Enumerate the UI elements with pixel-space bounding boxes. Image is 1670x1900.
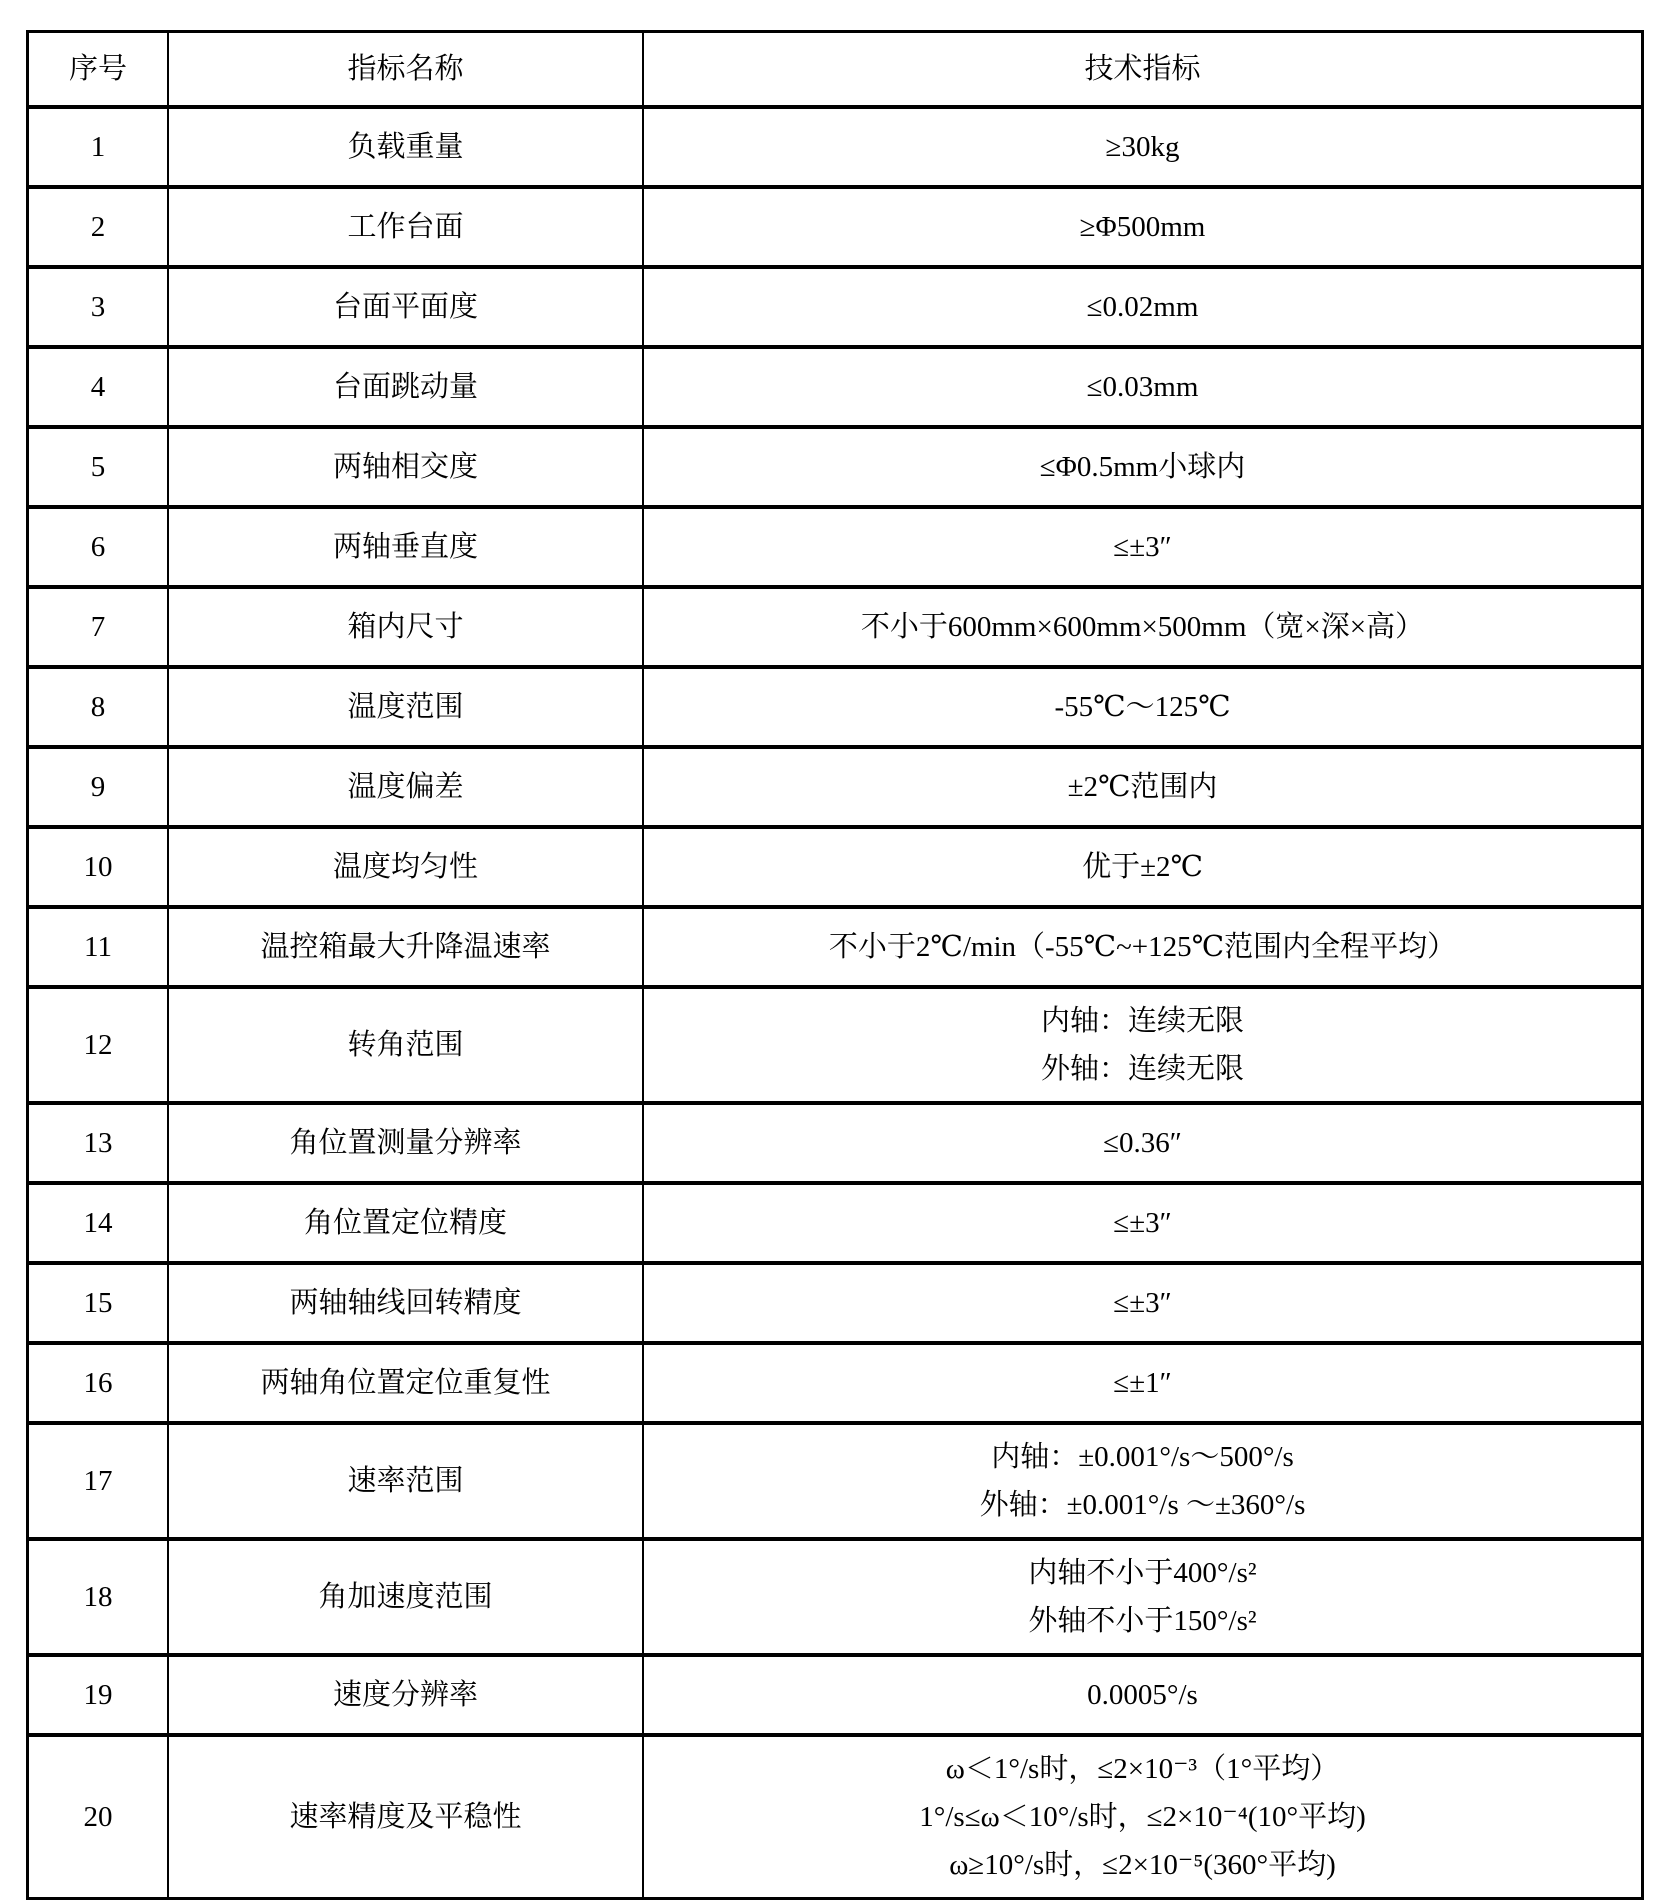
row-number-cell: 7 xyxy=(90,611,106,643)
spec-value-line: 内轴不小于400°/s² xyxy=(1028,1557,1257,1589)
spec-value-line: ±2℃范围内 xyxy=(1067,771,1218,803)
spec-value-line: ≤0.02mm xyxy=(1086,291,1199,323)
spec-table xyxy=(26,30,1644,1900)
indicator-name-cell: 角位置测量分辨率 xyxy=(167,1105,642,1181)
spec-value-line: ≤0.36″ xyxy=(1103,1127,1182,1159)
spec-value-cell xyxy=(642,829,1641,905)
table-row xyxy=(29,665,1641,745)
spec-value-cell xyxy=(642,109,1641,185)
spec-value-cell xyxy=(642,669,1641,745)
row-number-cell: 5 xyxy=(90,451,106,483)
indicator-name-cell: 速率精度及平稳性 xyxy=(167,1737,642,1897)
row-number-cell: 4 xyxy=(90,371,106,403)
row-number-cell: 13 xyxy=(83,1127,113,1159)
table-row xyxy=(29,105,1641,185)
row-number-cell: 1 xyxy=(90,131,106,163)
spec-value-line: 1°/s≤ω＜10°/s时，≤2×10⁻⁴(10°平均) xyxy=(919,1801,1366,1833)
table-row xyxy=(29,1733,1641,1897)
row-number-cell: 14 xyxy=(83,1207,113,1239)
spec-value-line: ω≥10°/s时，≤2×10⁻⁵(360°平均) xyxy=(949,1849,1336,1881)
table-row xyxy=(29,825,1641,905)
spec-value-line: ω＜1°/s时，≤2×10⁻³（1°平均） xyxy=(945,1753,1340,1785)
spec-value-cell xyxy=(642,909,1641,985)
indicator-name-cell: 两轴相交度 xyxy=(167,429,642,505)
table-row xyxy=(29,505,1641,585)
spec-value-cell xyxy=(642,1345,1641,1421)
spec-value-cell xyxy=(642,1541,1641,1653)
spec-value-line: -55℃～125℃ xyxy=(1054,691,1231,723)
spec-value-line: ≤±3″ xyxy=(1113,1287,1172,1319)
header-cell-technical-spec: 技术指标 xyxy=(642,33,1641,105)
spec-value-line: ≤0.03mm xyxy=(1086,371,1199,403)
spec-value-cell xyxy=(642,349,1641,425)
table-row xyxy=(29,745,1641,825)
table-row xyxy=(29,905,1641,985)
row-number-cell: 11 xyxy=(84,931,112,963)
indicator-name-cell: 速率范围 xyxy=(167,1425,642,1537)
spec-value-cell xyxy=(642,989,1641,1101)
row-number-cell: 17 xyxy=(83,1465,113,1497)
row-number-cell: 19 xyxy=(83,1679,113,1711)
indicator-name-cell: 工作台面 xyxy=(167,189,642,265)
spec-value-line: ≤±3″ xyxy=(1113,1207,1172,1239)
table-header-row xyxy=(29,33,1641,105)
indicator-name-cell: 温度均匀性 xyxy=(167,829,642,905)
row-number-cell: 6 xyxy=(90,531,106,563)
row-number-cell: 12 xyxy=(83,1029,113,1061)
spec-value-cell xyxy=(642,509,1641,585)
spec-value-line: ≤Φ0.5mm小球内 xyxy=(1039,451,1246,483)
header-cell-number: 序号 xyxy=(68,53,127,85)
indicator-name-cell: 角位置定位精度 xyxy=(167,1185,642,1261)
table-row xyxy=(29,1181,1641,1261)
table-row xyxy=(29,1537,1641,1653)
spec-value-line: 内轴：±0.001°/s～500°/s xyxy=(991,1441,1294,1473)
table-row xyxy=(29,1341,1641,1421)
spec-value-cell xyxy=(642,429,1641,505)
spec-value-cell xyxy=(642,589,1641,665)
spec-table-rows xyxy=(29,105,1641,1897)
spec-value-line: ≥Φ500mm xyxy=(1079,211,1206,243)
indicator-name-cell: 转角范围 xyxy=(167,989,642,1101)
table-row xyxy=(29,345,1641,425)
table-row xyxy=(29,1101,1641,1181)
spec-value-cell xyxy=(642,1185,1641,1261)
spec-value-line: 优于±2℃ xyxy=(1082,851,1203,883)
indicator-name-cell: 温控箱最大升降温速率 xyxy=(167,909,642,985)
indicator-name-cell: 两轴角位置定位重复性 xyxy=(167,1345,642,1421)
row-number-cell: 9 xyxy=(90,771,106,803)
row-number-cell: 8 xyxy=(90,691,106,723)
spec-value-cell xyxy=(642,1105,1641,1181)
indicator-name-cell: 箱内尺寸 xyxy=(167,589,642,665)
indicator-name-cell: 负载重量 xyxy=(167,109,642,185)
indicator-name-cell: 温度偏差 xyxy=(167,749,642,825)
spec-value-cell xyxy=(642,269,1641,345)
header-cell-indicator-name: 指标名称 xyxy=(167,33,642,105)
indicator-name-cell: 速度分辨率 xyxy=(167,1657,642,1733)
indicator-name-cell: 两轴垂直度 xyxy=(167,509,642,585)
spec-value-line: ≤±3″ xyxy=(1113,531,1172,563)
spec-value-line: 外轴：±0.001°/s ～±360°/s xyxy=(979,1489,1306,1521)
row-number-cell: 20 xyxy=(83,1801,113,1833)
spec-value-line: ≥30kg xyxy=(1105,131,1180,163)
spec-value-line: 外轴：连续无限 xyxy=(1040,1053,1244,1085)
table-row xyxy=(29,425,1641,505)
spec-value-cell xyxy=(642,1737,1641,1897)
indicator-name-cell: 温度范围 xyxy=(167,669,642,745)
spec-value-line: 内轴：连续无限 xyxy=(1040,1005,1244,1037)
spec-value-line: ≤±1″ xyxy=(1113,1367,1172,1399)
indicator-name-cell: 角加速度范围 xyxy=(167,1541,642,1653)
table-row xyxy=(29,985,1641,1101)
row-number-cell: 16 xyxy=(83,1367,113,1399)
indicator-name-cell: 台面跳动量 xyxy=(167,349,642,425)
table-row xyxy=(29,1653,1641,1733)
table-row xyxy=(29,1261,1641,1341)
spec-value-cell xyxy=(642,1425,1641,1537)
spec-value-cell xyxy=(642,1265,1641,1341)
spec-value-line: 外轴不小于150°/s² xyxy=(1028,1605,1257,1637)
row-number-cell: 15 xyxy=(83,1287,113,1319)
spec-value-cell xyxy=(642,1657,1641,1733)
row-number-cell: 10 xyxy=(83,851,113,883)
table-row xyxy=(29,265,1641,345)
row-number-cell: 3 xyxy=(90,291,106,323)
table-row xyxy=(29,1421,1641,1537)
spec-value-line: 0.0005°/s xyxy=(1087,1679,1198,1711)
spec-value-cell xyxy=(642,189,1641,265)
spec-value-cell xyxy=(642,749,1641,825)
spec-value-line: 不小于2℃/min（-55℃~+125℃范围内全程平均） xyxy=(828,931,1457,963)
row-number-cell: 18 xyxy=(83,1581,113,1613)
indicator-name-cell: 两轴轴线回转精度 xyxy=(167,1265,642,1341)
spec-value-line: 不小于600mm×600mm×500mm（宽×深×高） xyxy=(860,611,1425,643)
table-row xyxy=(29,185,1641,265)
row-number-cell: 2 xyxy=(90,211,106,243)
indicator-name-cell: 台面平面度 xyxy=(167,269,642,345)
table-row xyxy=(29,585,1641,665)
